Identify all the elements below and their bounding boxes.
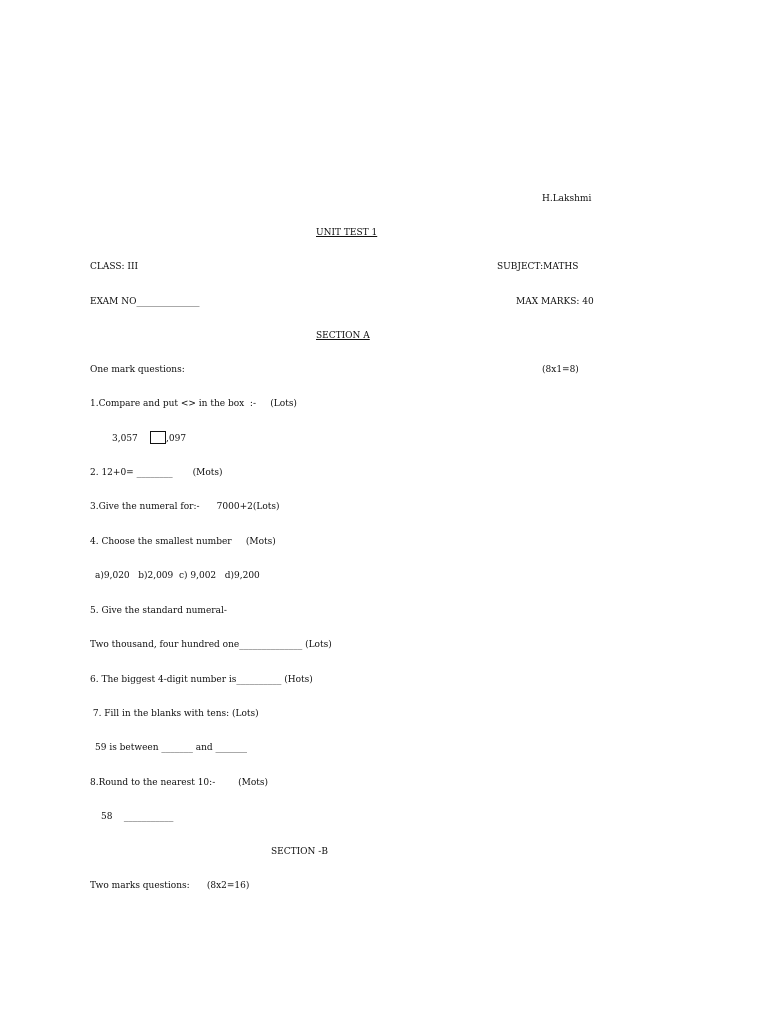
question-4: 4. Choose the smallest number (Mots) — [90, 537, 276, 547]
section-a-heading: SECTION A — [316, 331, 370, 341]
question-8: 8.Round to the nearest 10:- (Mots) — [90, 778, 269, 788]
question-2: 2. 12+0= ________ (Mots) — [90, 468, 223, 478]
test-title: UNIT TEST 1 — [316, 228, 378, 238]
question-3: 3.Give the numeral for:- 7000+2(Lots) — [90, 502, 280, 512]
question-4-options: a)9,020 b)2,009 c) 9,002 d)9,200 — [95, 571, 260, 581]
question-1-right-number: ,097 — [166, 434, 187, 444]
question-5-line: Two thousand, four hundred one______________ (Lots) — [90, 640, 332, 650]
section-b-intro: Two marks questions: (8x2=16) — [90, 881, 250, 891]
class-label: CLASS: III — [90, 262, 139, 272]
question-7: 7. Fill in the blanks with tens: (Lots) — [90, 709, 259, 719]
question-1-left-number: 3,057 — [112, 434, 138, 444]
question-5: 5. Give the standard numeral- — [90, 606, 227, 616]
max-marks-label: MAX MARKS: 40 — [516, 297, 594, 307]
question-1: 1.Compare and put <> in the box :- (Lots) — [90, 399, 297, 409]
subject-label: SUBJECT:MATHS — [497, 262, 579, 272]
section-a-marks: (8x1=8) — [542, 365, 579, 375]
compare-answer-box — [150, 431, 166, 444]
exam-number-field: EXAM NO______________ — [90, 297, 200, 307]
question-7-line: 59 is between _______ and _______ — [95, 743, 248, 753]
section-a-intro: One mark questions: — [90, 365, 185, 375]
author-name: H.Lakshmi — [542, 194, 592, 204]
section-b-heading: SECTION -B — [271, 847, 328, 857]
question-6: 6. The biggest 4-digit number is__________ (Hots) — [90, 675, 313, 685]
question-8-line: 58 ___________ — [101, 812, 174, 822]
